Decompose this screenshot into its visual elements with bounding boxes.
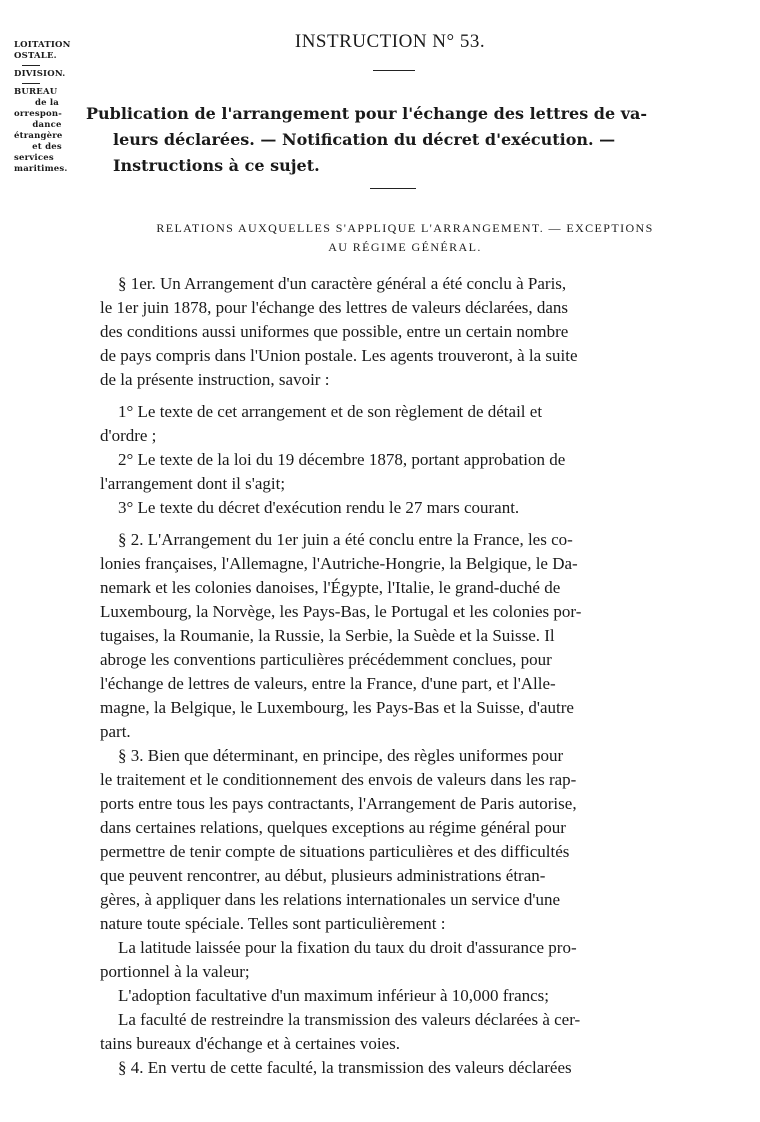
margin-rule bbox=[22, 83, 40, 84]
section-heading-line: RELATIONS AUXQUELLES S'APPLIQUE L'ARRANGEMENT. — EXCEPTIONS bbox=[156, 221, 654, 235]
paragraph-line: § 3. Bien que déterminant, en principe, des règles uniformes pour bbox=[118, 746, 564, 765]
margin-note-line: et des bbox=[32, 142, 62, 152]
paragraph-line: nemark et les colonies danoises, l'Égypte, l'Italie, le grand-duché de bbox=[100, 578, 561, 597]
margin-note-line: LOITATION bbox=[14, 40, 71, 50]
paragraph-line: des conditions aussi uniformes que possible, entre un certain nombre bbox=[100, 322, 569, 341]
paragraph-line: d'ordre ; bbox=[100, 426, 157, 445]
paragraph-line: tains bureaux d'échange et à certaines voies. bbox=[100, 1034, 400, 1053]
paragraph-line: magne, la Belgique, le Luxembourg, les Pays-Bas et la Suisse, d'autre bbox=[100, 698, 574, 717]
margin-note-line: OSTALE. bbox=[14, 51, 57, 61]
margin-note-line: DIVISION. bbox=[14, 69, 66, 79]
paragraph-line: L'adoption facultative d'un maximum inférieur à 10,000 francs; bbox=[118, 986, 549, 1005]
margin-note bbox=[14, 40, 80, 175]
paragraph-line: La latitude laissée pour la fixation du taux du droit d'assurance pro- bbox=[118, 938, 577, 957]
paragraph-line: § 2. L'Arrangement du 1er juin a été conclu entre la France, les co- bbox=[118, 530, 573, 549]
paragraph-line: l'arrangement dont il s'agit; bbox=[100, 474, 286, 493]
paragraph-line: 2° Le texte de la loi du 19 décembre 1878, portant approbation de bbox=[118, 450, 566, 469]
subject-block bbox=[86, 101, 716, 179]
margin-note-line: maritimes. bbox=[14, 164, 68, 174]
paragraph-line: abroge les conventions particulières précédemment conclues, pour bbox=[100, 650, 552, 669]
margin-note-line: orrespon- bbox=[14, 109, 62, 119]
margin-note-line: BUREAU bbox=[14, 87, 58, 97]
subject-line: Publication de l'arrangement pour l'échange des lettres de va- bbox=[86, 104, 648, 123]
section-heading-line: AU RÉGIME GÉNÉRAL. bbox=[328, 240, 482, 254]
instruction-title: INSTRUCTION N° 53. bbox=[294, 31, 486, 52]
subject-line: Instructions à ce sujet. bbox=[113, 156, 320, 175]
paragraph-line: de pays compris dans l'Union postale. Les agents trouveront, à la suite bbox=[100, 346, 578, 365]
margin-rule bbox=[22, 65, 40, 66]
body-text bbox=[100, 272, 720, 1080]
paragraph-line: dans certaines relations, quelques exceptions au régime général pour bbox=[100, 818, 566, 837]
subject-rule bbox=[370, 188, 416, 189]
paragraph-line: que peuvent rencontrer, au début, plusieurs administrations étran- bbox=[100, 866, 546, 885]
paragraph-line: l'échange de lettres de valeurs, entre la France, d'une part, et l'Alle- bbox=[100, 674, 556, 693]
subject-line: leurs déclarées. — Notification du décret d'exécution. — bbox=[113, 130, 616, 149]
paragraph-line: le 1er juin 1878, pour l'échange des lettres de valeurs déclarées, dans bbox=[100, 298, 569, 317]
paragraph-line: de la présente instruction, savoir : bbox=[100, 370, 330, 389]
paragraph-line: portionnel à la valeur; bbox=[100, 962, 250, 981]
paragraph-line: ports entre tous les pays contractants, l'Arrangement de Paris autorise, bbox=[100, 794, 577, 813]
paragraph-line: § 1er. Un Arrangement d'un caractère général a été conclu à Paris, bbox=[118, 274, 567, 293]
paragraph-line: le traitement et le conditionnement des envois de valeurs dans les rap- bbox=[100, 770, 577, 789]
margin-note-line: services bbox=[14, 153, 54, 163]
paragraph-line: nature toute spéciale. Telles sont particulièrement : bbox=[100, 914, 446, 933]
paragraph-line: lonies françaises, l'Allemagne, l'Autriche-Hongrie, la Belgique, le Da- bbox=[100, 554, 578, 573]
paragraph-line: § 4. En vertu de cette faculté, la transmission des valeurs déclarées bbox=[118, 1058, 572, 1077]
margin-note-line: étrangère bbox=[14, 131, 63, 141]
paragraph-line: permettre de tenir compte de situations particulières et des difficultés bbox=[100, 842, 570, 861]
margin-note-line: dance bbox=[32, 120, 62, 130]
paragraph-line: tugaises, la Roumanie, la Russie, la Serbie, la Suède et la Suisse. Il bbox=[100, 626, 555, 645]
title-rule bbox=[373, 70, 415, 71]
paragraph-line: 1° Le texte de cet arrangement et de son règlement de détail et bbox=[118, 402, 543, 421]
paragraph-line: La faculté de restreindre la transmission des valeurs déclarées à cer- bbox=[118, 1010, 581, 1029]
paragraph-line: 3° Le texte du décret d'exécution rendu le 27 mars courant. bbox=[118, 498, 520, 517]
margin-note-line: de la bbox=[34, 98, 60, 108]
section-heading bbox=[100, 219, 710, 257]
paragraph-line: Luxembourg, la Norvège, les Pays-Bas, le Portugal et les colonies por- bbox=[100, 602, 582, 621]
paragraph-line: part. bbox=[100, 722, 131, 741]
paragraph-line: gères, à appliquer dans les relations internationales un service d'une bbox=[100, 890, 561, 909]
